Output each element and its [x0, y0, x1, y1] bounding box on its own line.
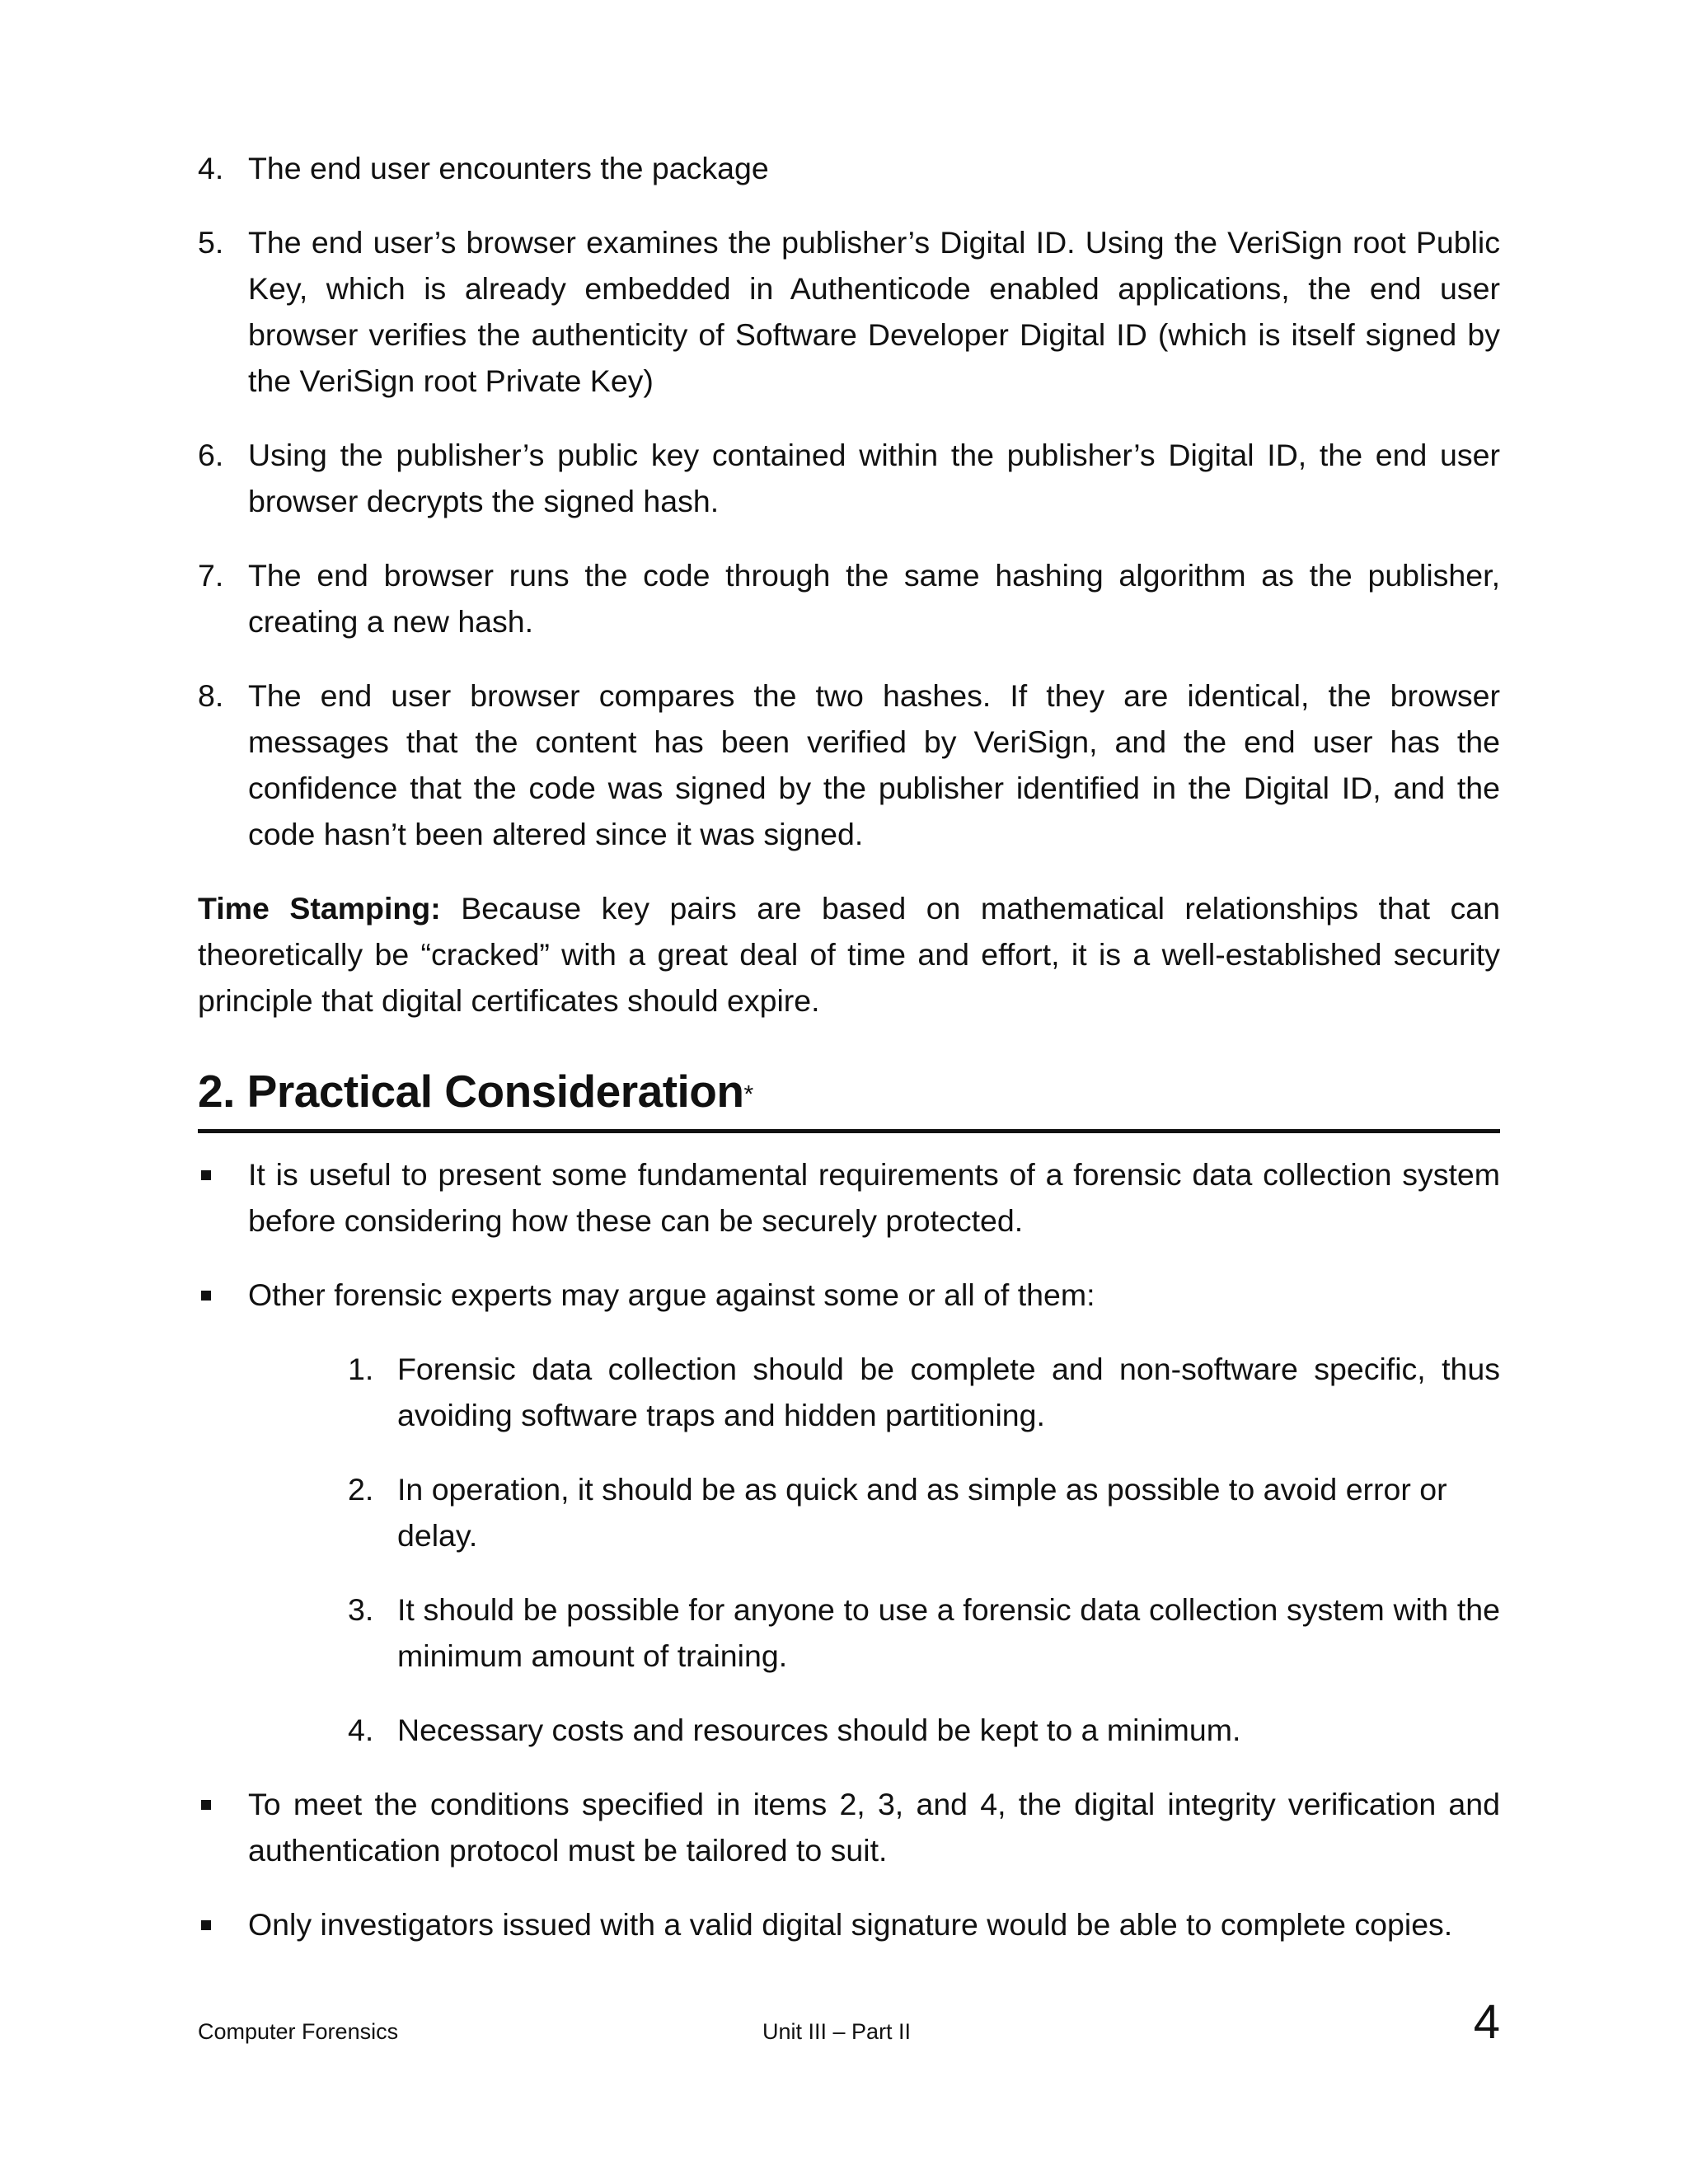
- list-number: 3.: [348, 1592, 374, 1628]
- bullet-item: [198, 1781, 1500, 1873]
- list-number: 4.: [198, 151, 224, 185]
- bullet-text: It is useful to present some fundamental requirements of a forensic data collection system before considering how these can be securely protected.: [248, 1157, 1500, 1239]
- list-number: 2.: [348, 1472, 374, 1507]
- list-item: [198, 432, 1500, 524]
- list-item-text: Forensic data collection should be complete and non-software specific, thus avoiding software traps and hidden partitioning.: [397, 1352, 1500, 1433]
- list-item: [198, 219, 1500, 404]
- list-number: 7.: [198, 558, 224, 593]
- time-stamping-label: Time Stamping:: [198, 891, 441, 926]
- list-item: [248, 1466, 1500, 1558]
- section-heading: [198, 1063, 1500, 1133]
- list-item-text: It should be possible for anyone to use a forensic data collection system with the minimum amount of training.: [397, 1592, 1500, 1674]
- footer-unit-label: Unit III – Part II: [762, 2019, 912, 2044]
- bullet-item: [198, 1901, 1500, 1947]
- page-footer: [198, 1995, 1500, 2049]
- list-item-text: The end user browser compares the two hashes. If they are identical, the browser messages that the content has been verified by VeriSign, and the end user has the confidence that the code was signed by the publisher identified in the Digital ID, and the code hasn’t been altered since it was signed.: [248, 678, 1500, 851]
- time-stamping-paragraph: [198, 885, 1500, 1024]
- section-title-text: 2. Practical Consideration: [198, 1066, 744, 1117]
- page-content: [198, 145, 1500, 1975]
- list-item: [248, 1346, 1500, 1438]
- list-item: [248, 1586, 1500, 1679]
- list-item: [198, 673, 1500, 857]
- bullet-text: Other forensic experts may argue against some or all of them:: [248, 1277, 1095, 1313]
- list-item-text: The end user encounters the package: [248, 151, 769, 185]
- bullet-item: [198, 1272, 1500, 1753]
- square-bullet-icon: [201, 1291, 211, 1301]
- list-item-text: The end browser runs the code through the same hashing algorithm as the publisher, creating a new hash.: [248, 558, 1500, 639]
- list-item: [198, 552, 1500, 644]
- list-item: [248, 1707, 1500, 1753]
- square-bullet-icon: [201, 1170, 211, 1180]
- list-item-text: Using the publisher’s public key contained within the publisher’s Digital ID, the end user browser decrypts the signed hash.: [248, 438, 1500, 518]
- consideration-bullets: [198, 1151, 1500, 1947]
- page-number: 4: [1473, 1995, 1500, 2049]
- square-bullet-icon: [201, 1800, 211, 1810]
- square-bullet-icon: [201, 1920, 211, 1930]
- verification-steps-list: [198, 145, 1500, 857]
- list-item: [198, 145, 1500, 191]
- list-item-text: In operation, it should be as quick and as simple as possible to avoid error or delay.: [397, 1472, 1447, 1554]
- list-number: 8.: [198, 678, 224, 713]
- list-number: 6.: [198, 438, 224, 472]
- time-stamping-text: Because key pairs are based on mathematical relationships that can theoretically be “cracked” with a great deal of time and effort, it is a well-established security principle that digital certificates should expire.: [198, 891, 1500, 1018]
- bullet-text: To meet the conditions specified in items 2, 3, and 4, the digital integrity verification and authentication protocol must be tailored to suit.: [248, 1787, 1500, 1868]
- bullet-text: Only investigators issued with a valid digital signature would be able to complete copies.: [248, 1907, 1453, 1943]
- asterisk-marker: *: [743, 1080, 753, 1108]
- footer-course-title: Computer Forensics: [198, 2019, 399, 2044]
- bullet-item: [198, 1151, 1500, 1244]
- list-item-text: The end user’s browser examines the publisher’s Digital ID. Using the VeriSign root Public Key, which is already embedded in Authenticode enabled applications, the end user browser verifies the authenticity of Software Developer Digital ID (which is itself signed by the VeriSign root Private Key): [248, 225, 1500, 398]
- requirements-list: [248, 1346, 1500, 1753]
- list-item-text: Necessary costs and resources should be kept to a minimum.: [397, 1713, 1241, 1748]
- list-number: 5.: [198, 225, 224, 260]
- list-number: 1.: [348, 1352, 374, 1387]
- list-number: 4.: [348, 1713, 374, 1748]
